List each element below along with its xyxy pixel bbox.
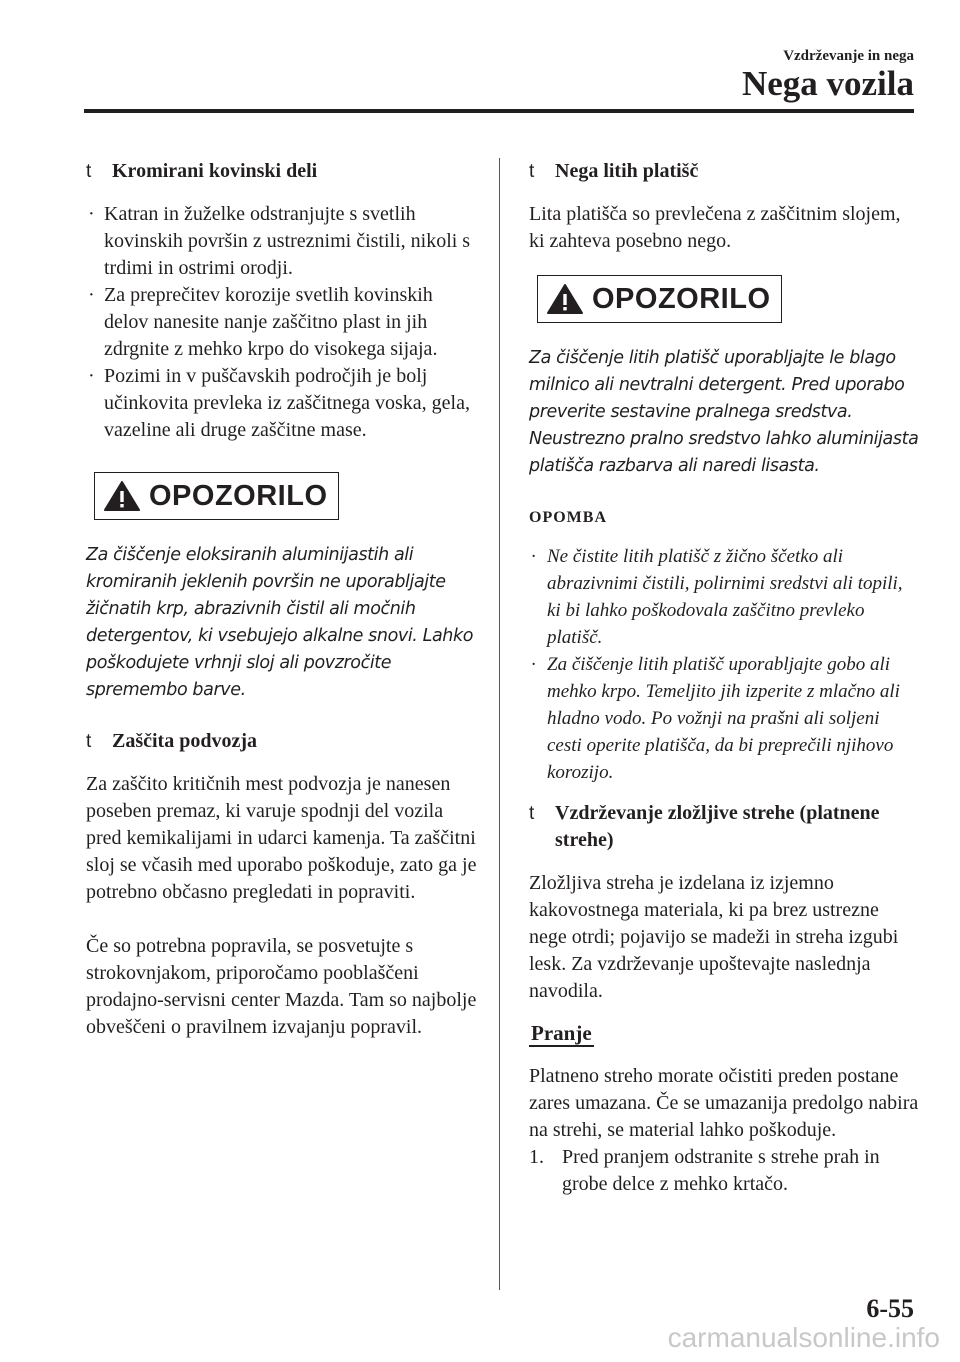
- steps-list: [529, 1144, 919, 1198]
- section-heading-text: Vzdrževanje zložljive strehe (platnene strehe): [555, 802, 880, 851]
- bullet-dot: ·: [88, 365, 95, 387]
- list-item: [86, 201, 482, 282]
- warning-box: [537, 275, 782, 323]
- list-item: [529, 651, 919, 786]
- bullet-list: [86, 201, 482, 444]
- warning-box: [94, 472, 339, 520]
- paragraph: Za zaščito kritičnih mest podvozja je nanesen poseben premaz, ki varuje spodnji del vozila pred kemikalijami in udarci kamenja. Ta zaščitni sloj se včasih med uporabo poškoduje, zato ga je potrebno občasno pregledati in popraviti.: [86, 773, 477, 903]
- step-number: 1.: [529, 1146, 544, 1168]
- left-column: [86, 158, 482, 1041]
- header-rule: [84, 109, 914, 113]
- list-item-text: Katran in žuželke odstranjujte s svetlih kovinskih površin z ustreznimi čistili, nikoli s trdimi in ostrimi orodji.: [104, 203, 471, 279]
- section-heading-text: Kromirani kovinski deli: [112, 160, 318, 182]
- page-title: Nega vozila: [741, 64, 914, 103]
- note-title: OPOMBA: [529, 509, 607, 526]
- section-marker: t: [529, 161, 535, 182]
- list-item-text: Ne čistite litih platišč z žično ščetko ali abrazivnimi čistili, polirnimi sredstvi ali topili, ki bi lahko poškodovala zaščitno prevleko platišč.: [547, 546, 903, 648]
- list-item: [529, 1144, 919, 1198]
- section-heading-alloy-wheels: [529, 158, 919, 185]
- list-item: [86, 282, 482, 363]
- warning-text: Za čiščenje litih platišč uporabljajte le blago milnico ali nevtralni detergent. Pred uporabo preverite sestavine pralnega sredstva. Neustrezno pralno sredstvo lahko aluminijasta platišča razbarva ali naredi lisasta.: [529, 348, 919, 476]
- list-item-text: Pozimi in v puščavskih področjih je bolj učinkovita prevleka iz zaščitnega voska, gela, vazeline ali druge zaščitne mase.: [104, 365, 470, 441]
- list-item-text: Za preprečitev korozije svetlih kovinskih delov nanesite nanje zaščitno plast in jih zdrgnite z mehko krpo do visokega sijaja.: [104, 284, 438, 360]
- section-heading-text: Nega litih platišč: [555, 160, 699, 182]
- section-heading-text: Zaščita podvozja: [112, 730, 257, 752]
- step-text: Pred pranjem odstranite s strehe prah in grobe delce z mehko krtačo.: [562, 1146, 880, 1195]
- section-marker: t: [86, 161, 92, 182]
- bullet-dot: ·: [531, 546, 536, 567]
- page-number: 6-55: [866, 1294, 914, 1323]
- warning-triangle-icon: [103, 480, 141, 512]
- subheading: Pranje: [531, 1021, 592, 1045]
- warning-triangle-icon: [546, 283, 584, 315]
- section-marker: t: [529, 803, 535, 824]
- paragraph: Platneno streho morate očistiti preden postane zares umazana. Če se umazanija predolgo nabira na strehi, se material lahko poškoduje.: [529, 1065, 919, 1141]
- list-item: [529, 543, 919, 651]
- section-heading-chrome-parts: [86, 158, 482, 185]
- list-item-text: Za čiščenje litih platišč uporabljajte gobo ali mehko krpo. Temeljito jih izperite z mlačno ali hladno vodo. Po vožnji na prašni ali soljeni cesti operite platišča, da bi preprečili njihovo korozijo.: [547, 654, 900, 783]
- warning-label: OPOZORILO: [592, 282, 771, 315]
- bullet-dot: ·: [88, 203, 95, 225]
- right-column: [529, 158, 919, 1198]
- paragraph: Lita platišča so prevlečena z zaščitnim slojem, ki zahteva posebno nego.: [529, 203, 901, 252]
- paragraph: Če so potrebna popravila, se posvetujte s strokovnjakom, priporočamo pooblaščeni prodajno-servisni center Mazda. Tam so najbolje obveščeni o pravilnem izvajanju popravil.: [86, 935, 477, 1038]
- note-list: [529, 543, 919, 786]
- bullet-dot: ·: [531, 654, 536, 675]
- section-heading-folding-roof: [529, 800, 919, 854]
- header-section-label: Vzdrževanje in nega: [783, 48, 914, 64]
- watermark: carmanualsonline.info: [667, 1322, 940, 1353]
- bullet-dot: ·: [88, 284, 95, 306]
- warning-label: OPOZORILO: [149, 479, 328, 512]
- column-divider: [499, 158, 500, 1290]
- section-marker: t: [86, 731, 92, 752]
- paragraph: Zložljiva streha je izdelana iz izjemno kakovostnega materiala, ki pa brez ustrezne nege otrdi; pojavijo se madeži in streha izgubi lesk. Za vzdrževanje upoštevajte naslednja navodila.: [529, 872, 899, 1002]
- list-item: [86, 363, 482, 444]
- warning-text: Za čiščenje eloksiranih aluminijastih ali kromiranih jeklenih površin ne uporabljajte žičnatih krp, abrazivnih čistil ali močnih detergentov, ki vsebujejo alkalne snovi. Lahko poškodujete vrhnji sloj ali povzročite spremembo barve.: [86, 545, 474, 700]
- section-heading-underbody-protection: [86, 728, 482, 755]
